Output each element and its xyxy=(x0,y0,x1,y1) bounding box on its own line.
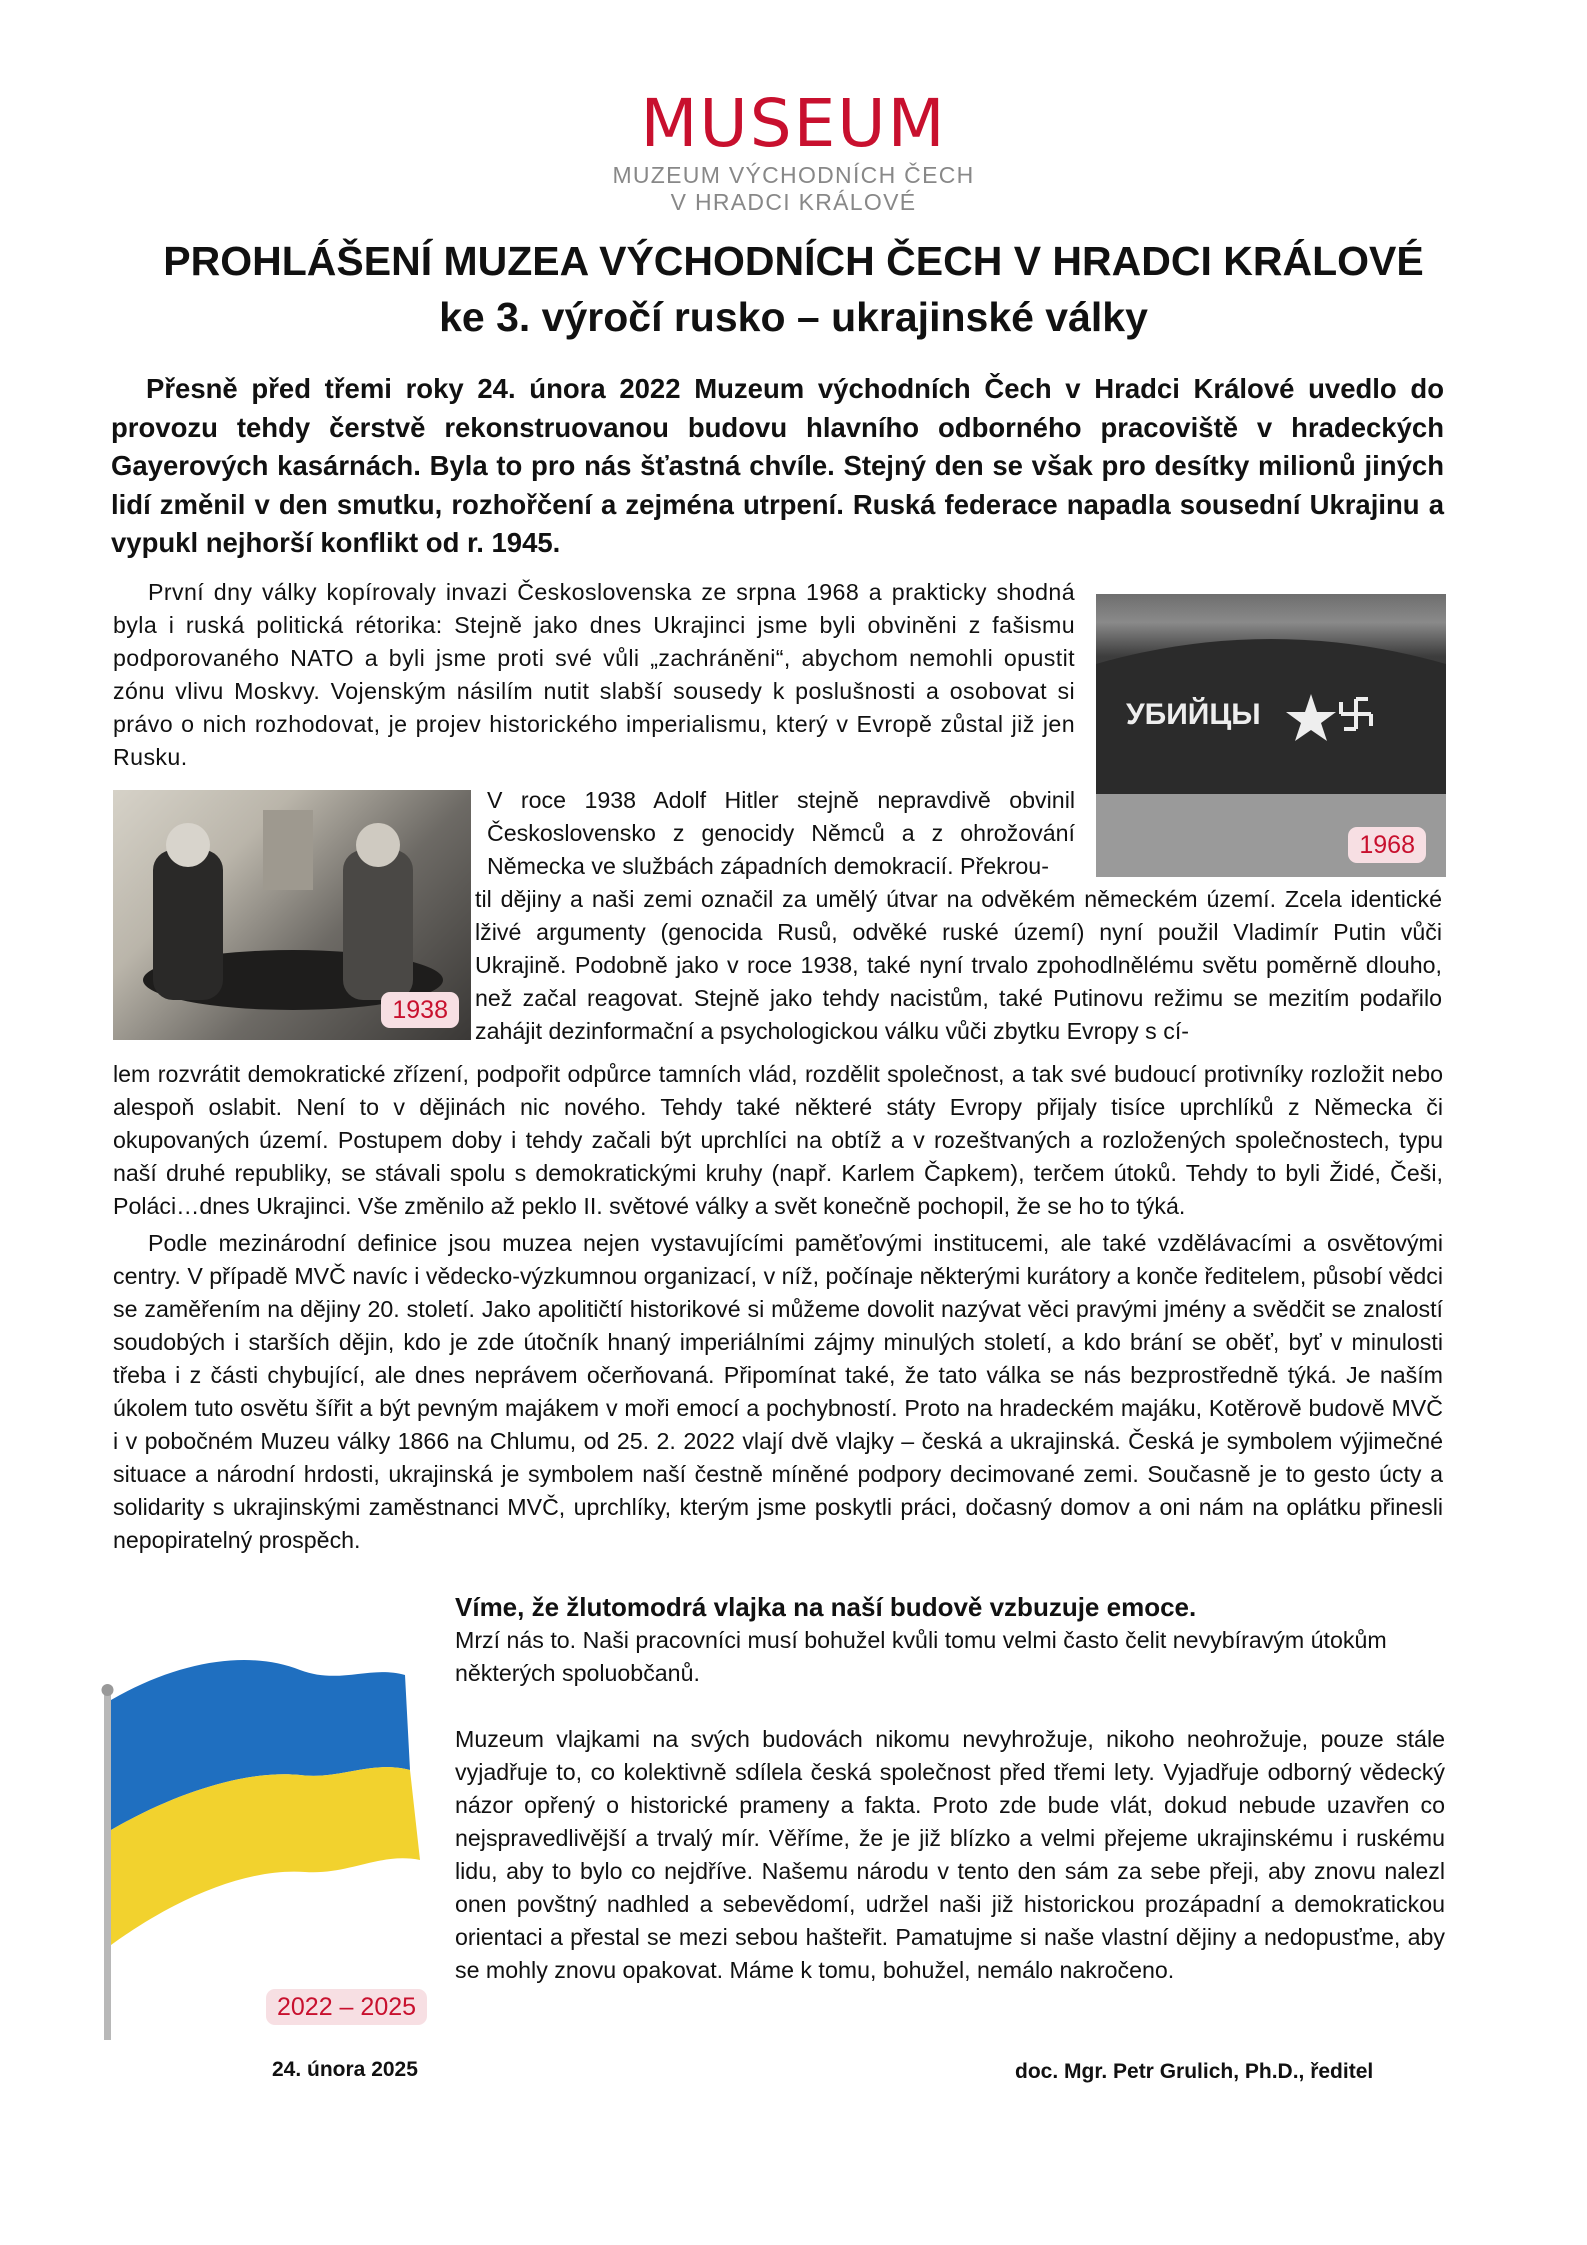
flag-statement-p1: Mrzí nás to. Naši pracovníci musí bohužel kvůli tomu velmi často čelit nevybíravým útokům některých spoluobčanů. xyxy=(455,1627,1387,1686)
year-badge-flag: 2022 – 2025 xyxy=(266,1989,427,2025)
logo-subtitle-line2: V HRADCI KRÁLOVÉ xyxy=(670,189,917,215)
paragraph-1938-part-2: til dějiny a naši zemi označil za umělý útvar na odvěkém německém území. Zcela identické lživé argumenty (genocida Rusů, odvěké ruské území) nyní použil Vladimír Putin vůči Ukrajině. Podobně jako v roce 1938, také nyní trvalo zpohodlnělému světu poměrně dlouho, než začal reagovat. Stejně jako tehdy nacistům, také Putinovu režimu se mezitím podařilo zahájit dezinformační a psychologickou válku vůči zbytku Evropy s cí- xyxy=(475,886,1442,1044)
flag-statement-heading: Víme, že žlutomodrá vlajka na naší budově vzbuzuje emoce. xyxy=(455,1592,1197,1622)
year-badge-1938: 1938 xyxy=(381,992,459,1028)
flag-graphic xyxy=(100,1640,440,2040)
graffiti-text: УБИЙЦЫ xyxy=(1126,698,1261,731)
lead-paragraph xyxy=(111,370,1444,563)
paragraph-museum-role xyxy=(113,1227,1443,1557)
paragraph-1938-part-3: lem rozvrátit demokratické zřízení, podpořit odpůrce tamních vlád, rozdělit společnost, a tak své budoucí protivníky rozložit nebo alespoň oslabit. Není to v dějinách nic nového. Tehdy také některé státy Evropy přijaly tisíce uprchlíků z Německa či okupovaných území. Postupem doby i tehdy začali být uprchlíci na obtíž a v rozeštvaných a rozložených společnostech, typu naší druhé republiky, se stávali spolu s demokratickými kruhy (např. Karlem Čapkem), terčem útoků. Tehdy to byli Židé, Češi, Poláci…dnes Ukrajinci. Vše změnilo až peklo II. světové války a svět konečně pochopil, že se ho to týká. xyxy=(113,1061,1443,1219)
lead-text: Přesně před třemi roky 24. února 2022 Muzeum východních Čech v Hradci Králové uvedlo do provozu tehdy čerstvě rekonstruovanou budovu hlavního odborného pracoviště v hradeckých Gayerových kasárnách. Byla to pro nás šťastná chvíle. Stejný den se však pro desítky milionů jiných lidí změnil v den smutku, rozhořčení a zejména utrpení. Ruská federace napadla sousední Ukrajinu a vypukl nejhorší konflikt od r. 1945. xyxy=(111,373,1444,558)
ukrainian-flag-image xyxy=(100,1640,440,2040)
page-title xyxy=(60,233,1527,345)
paragraph-1968 xyxy=(113,576,1075,774)
logo-subtitle-line1: MUZEUM VÝCHODNÍCH ČECH xyxy=(612,162,975,188)
title-line-2: ke 3. výročí rusko – ukrajinské války xyxy=(439,294,1148,340)
year-badge-1968: 1968 xyxy=(1348,827,1426,863)
logo-wordmark: MUSEUM xyxy=(640,85,947,162)
flag-statement xyxy=(455,1590,1445,1987)
logo-subtitle xyxy=(0,162,1587,216)
photo-1968 xyxy=(1096,594,1446,877)
signature: doc. Mgr. Petr Grulich, Ph.D., ředitel xyxy=(1015,2060,1374,2083)
photo-1938 xyxy=(113,790,471,1040)
title-line-1: PROHLÁŠENÍ MUZEA VÝCHODNÍCH ČECH V HRADCI KRÁLOVÉ xyxy=(163,238,1424,284)
document-date: 24. února 2025 xyxy=(272,2058,418,2081)
flag-statement-p2: Muzeum vlajkami na svých budovách nikomu nevyhrožuje, nikoho neohrožuje, pouze stále vyjadřuje to, co kolektivně sdílela česká společnost před třemi lety. Vyjadřuje odborný vědecký názor opřený o historické prameny a fakta. Proto zde bude vlát, dokud nebude uzavřen co nejspravedlivější a trvalý mír. Věříme, že je již blízko a velmi přejeme ukrajinskému i ruskému lidu, aby to bylo co nejdříve. Našemu národu v tento den sám za sebe přeji, aby znovu nalezl onen povštný nadhled a sebevědomí, udržel naši již historickou prozápadní a demokratickou orientaci a přestal se mezi sebou hašteřit. Pamatujme si naše vlastní dějiny a nedopusťme, aby se mohly znovu opakovat. Máme k tomu, bohužel, nemálo nakročeno. xyxy=(455,1726,1445,1983)
museum-logo xyxy=(0,86,1587,216)
paragraph-1968-text: První dny války kopírovaly invazi Československa ze srpna 1968 a prakticky shodná byla i ruská politická rétorika: Stejně jako dnes Ukrajinci jsme byli obviněni z fašismu podporovaného NATO a byli jsme proti své vůli „zachráněni“, abychom nemohli opustit zónu vlivu Moskvy. Vojenským násilím nutit slabší sousedy k poslušnosti a osobovat si právo o nich rozhodovat, je projev historického imperialismu, který v Evropě zůstal již jen Rusku. xyxy=(113,579,1075,770)
paragraph-1938-part-1: V roce 1938 Adolf Hitler stejně nepravdivě obvinil Československo z genocidy Němců a z ohrožování Německa ve službách západních demokracií. Překrou- xyxy=(487,787,1075,879)
paragraph-museum-role-text: Podle mezinárodní definice jsou muzea nejen vystavujícími paměťovými institucemi, ale také vzdělávacími a osvětovými centry. V případě MVČ navíc i vědecko-výzkumnou organizací, v níž, počínaje některými kurátory a konče ředitelem, působí vědci se zaměřením na dějiny 20. století. Jako apolitičtí historikové si můžeme dovolit nazývat věci pravými jmény a svědčit se znalostí soudobých i starších dějin, kdo je zde útočník hnaný imperiálními zájmy minulých století, a kdo brání se oběť, byť v minulosti třeba i z části chybující, ale dnes neprávem očerňovaná. Připomínat také, že tato válka se nás bezprostředně týká. Je naším úkolem tuto osvětu šířit a být pevným majákem v moři emocí a pochybností. Proto na hradeckém majáku, Kotěrově budově MVČ i v pobočném Muzeu války 1866 na Chlumu, od 25. 2. 2022 vlají dvě vlajky – česká a ukrajinská. Česká je symbolem výjimečné situace a národní hrdosti, ukrajinská je symbolem naší čestně míněné podpory decimované zemi. Současně je to gesto úcty a solidarity s ukrajinskými zaměstnanci MVČ, uprchlíky, kterým jsme poskytli práci, dočasný domov a oni nám na oplátku přinesli nepopiratelný prospěch. xyxy=(113,1230,1443,1553)
